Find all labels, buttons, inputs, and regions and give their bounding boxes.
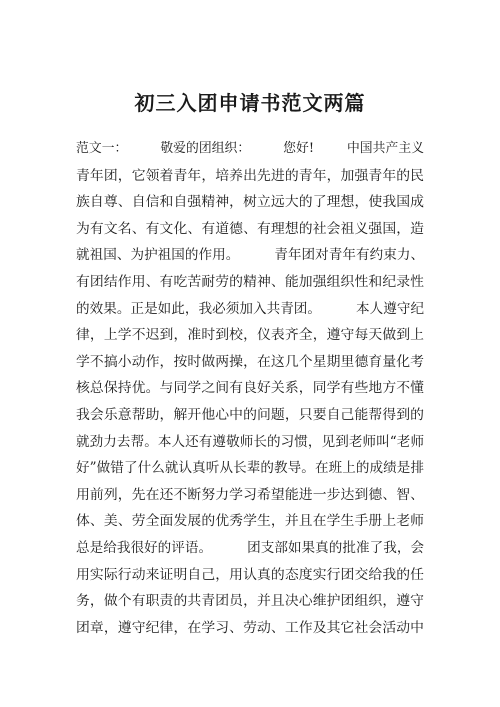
body-line: 体、美、劳全面发展的优秀学生，并且在学生手册上老师 (76, 513, 424, 530)
body-line: 总是给我很好的评语。 团支部如果真的批准了我，会 (76, 539, 424, 556)
body-line: 我会乐意帮助，解开他心中的问题，只要自己能帮得到的 (76, 406, 424, 423)
body-line: 族自尊、自信和自强精神，树立远大的了理想，使我国成 (76, 194, 424, 211)
body-line: 范文一： 敬爱的团组织： 您好! 中国共产主义 (76, 141, 424, 156)
body-line: 就祖国、为护祖国的作用。 青年团对青年有约束力、 (76, 247, 424, 264)
body-line: 学不搞小动作，按时做两操，在这几个星期里德育量化考 (76, 353, 424, 370)
body-line: 的效果。正是如此，我必须加入共青团。 本人遵守纪 (76, 300, 424, 317)
body-line: 务，做个有职责的共青团员，并且决心维护团组织，遵守 (76, 593, 424, 610)
document-body (76, 136, 424, 641)
body-line: 有团结作用、有吃苦耐劳的精神、能加强组织性和纪录性 (76, 273, 424, 290)
body-line: 团章，遵守纪律，在学习、劳动、工作及其它社会活动中 (76, 619, 424, 636)
body-line: 就劲力去帮。本人还有遵敬师长的习惯，见到老师叫“老师 (76, 433, 424, 450)
document-title: 初三入团申请书范文两篇 (134, 91, 366, 115)
body-line: 核总保持优。与同学之间有良好关系，同学有些地方不懂 (76, 380, 424, 397)
body-line: 律，上学不迟到，准时到校，仪表齐全，遵守每天做到上 (76, 327, 424, 344)
body-line: 用实际行动来证明自己，用认真的态度实行团交给我的任 (76, 566, 424, 583)
body-line: 青年团，它领着青年，培养出先进的青年，加强青年的民 (76, 167, 424, 184)
body-line: 为有文名、有文化、有道德、有理想的社会祖义强国，造 (76, 220, 424, 237)
body-line: 好”做错了什么就认真听从长辈的教导。在班上的成绩是排 (76, 460, 424, 477)
body-line: 用前列，先在还不断努力学习希望能进一步达到德、智、 (76, 486, 424, 503)
